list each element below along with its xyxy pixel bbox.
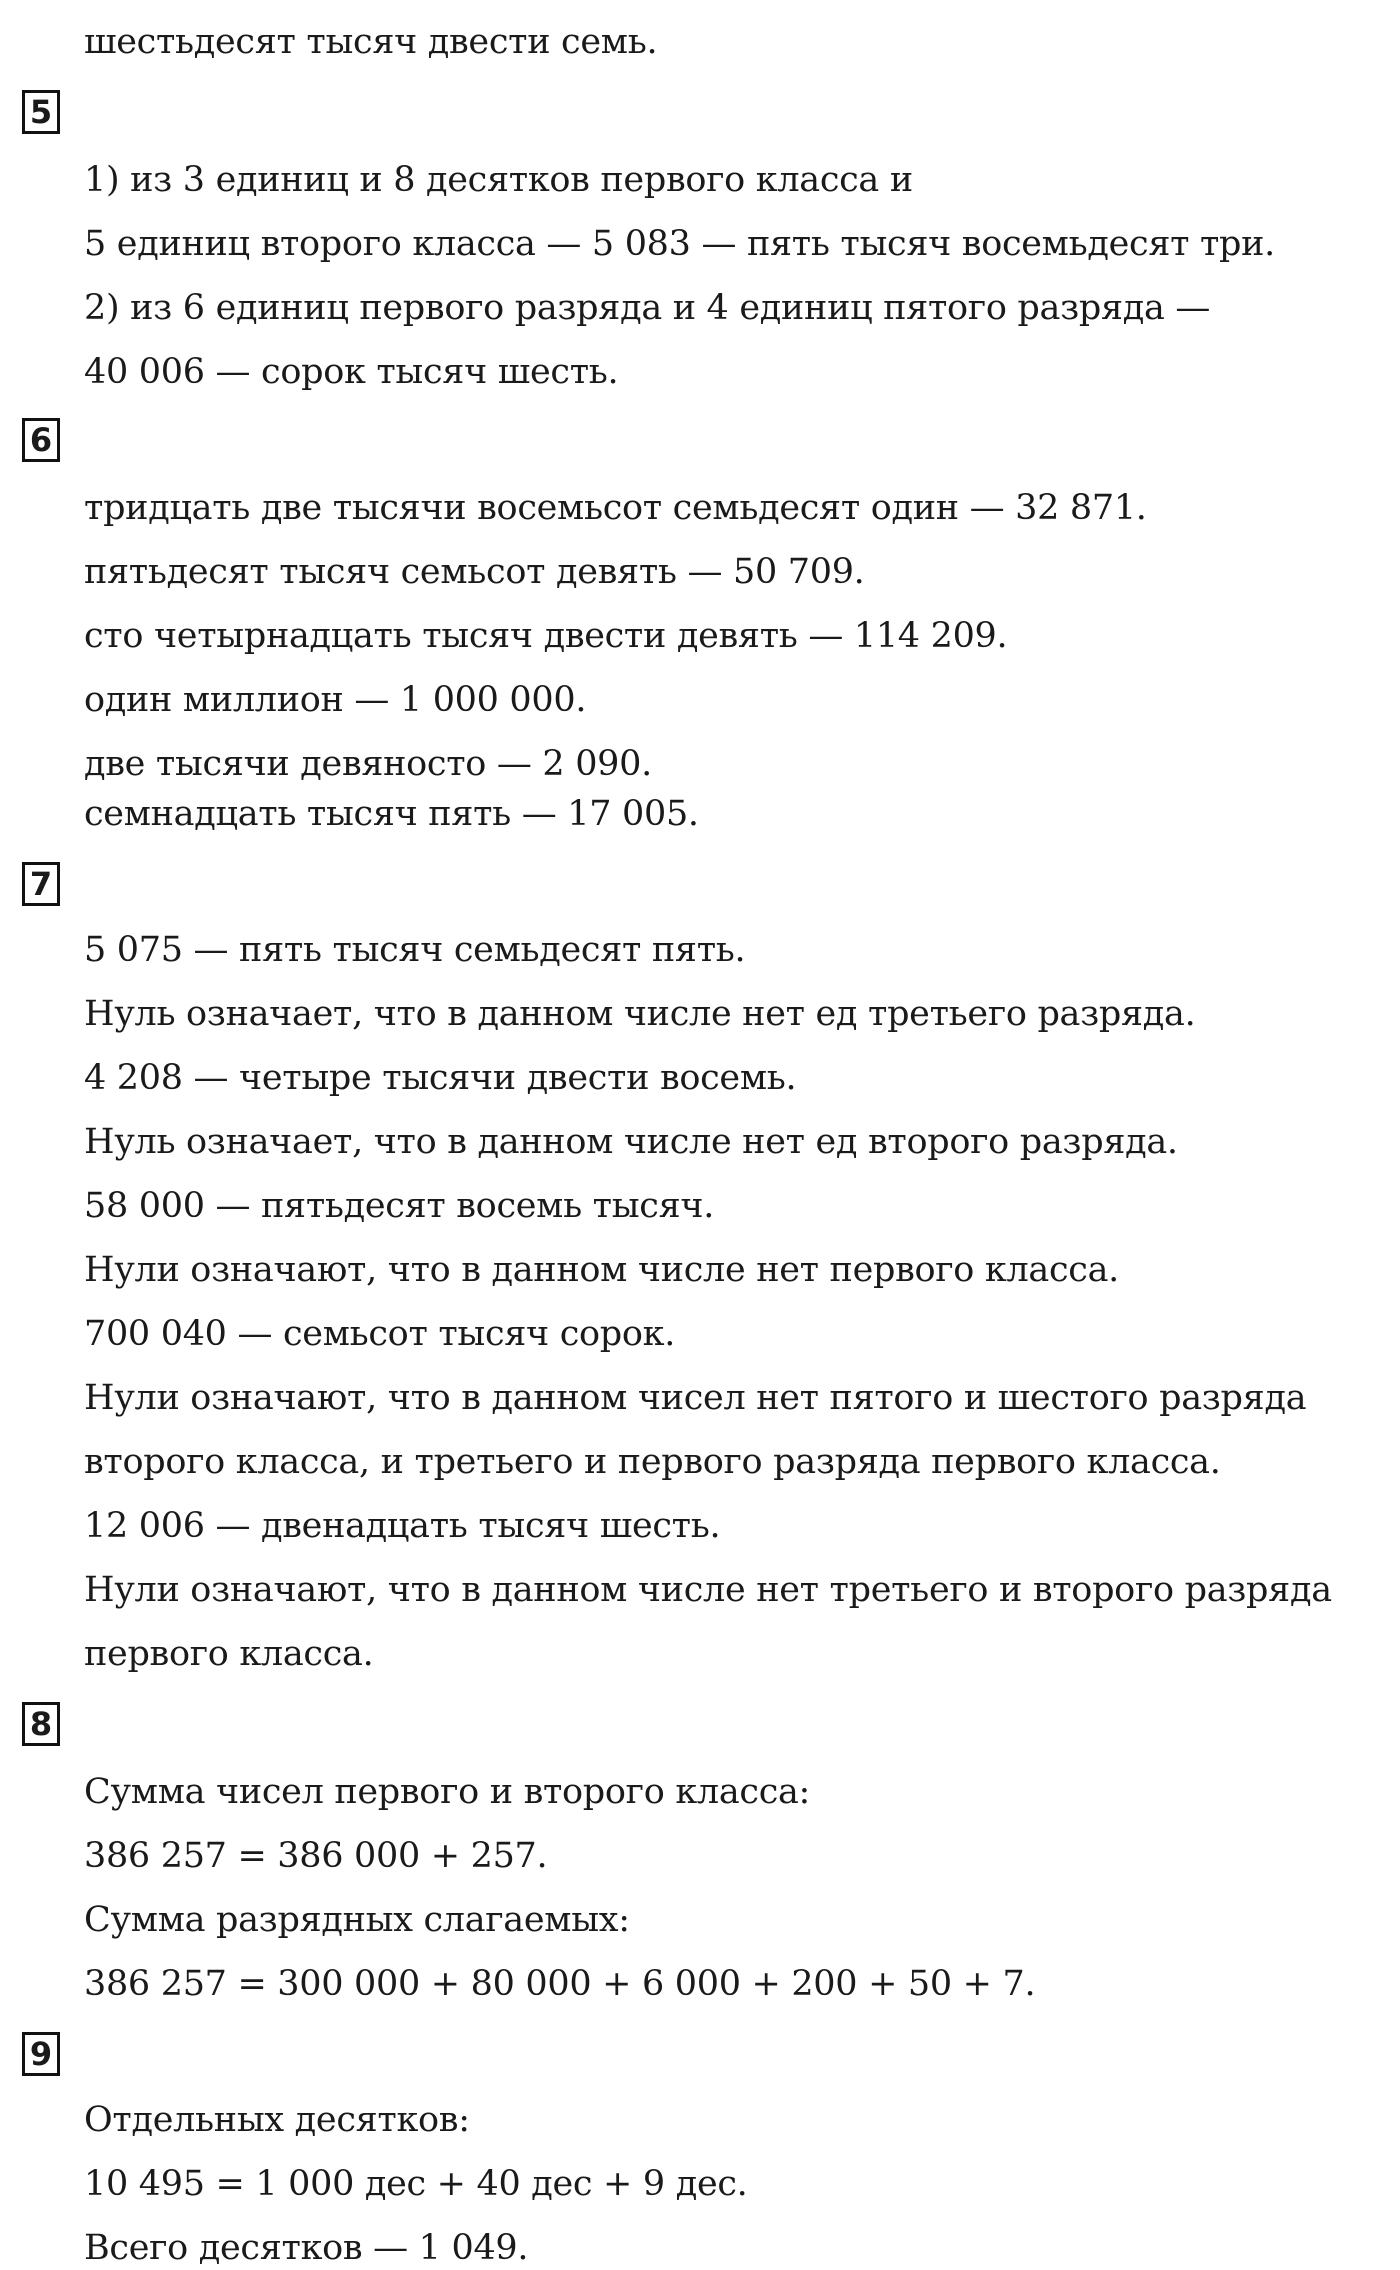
line: Нули означают, что в данном числе нет первого класса.: [84, 1250, 1119, 1290]
line: 5 075 — пять тысяч семьдесят пять.: [84, 930, 746, 970]
task-number-box: 8: [22, 1702, 60, 1746]
line: один миллион — 1 000 000.: [84, 680, 587, 720]
line: Нули означают, что в данном чисел нет пятого и шестого разряда: [84, 1378, 1307, 1418]
task-number-box: 5: [22, 90, 60, 134]
line: 386 257 = 386 000 + 257.: [84, 1836, 548, 1876]
line: 4 208 — четыре тысячи двести восемь.: [84, 1058, 797, 1098]
line: Сумма разрядных слагаемых:: [84, 1900, 630, 1940]
line: Нуль означает, что в данном числе нет ед третьего разряда.: [84, 994, 1196, 1034]
line: Нуль означает, что в данном числе нет ед второго разряда.: [84, 1122, 1178, 1162]
line: 12 006 — двенадцать тысяч шесть.: [84, 1506, 721, 1546]
line: 386 257 = 300 000 + 80 000 + 6 000 + 200 + 50 + 7.: [84, 1964, 1036, 2004]
line: 58 000 — пятьдесят восемь тысяч.: [84, 1186, 715, 1226]
line: семнадцать тысяч пять — 17 005.: [84, 794, 699, 834]
line: Нули означают, что в данном числе нет третьего и второго разряда: [84, 1570, 1332, 1610]
task-number-box: 7: [22, 862, 60, 906]
line: тридцать две тысячи восемьсот семьдесят один — 32 871.: [84, 488, 1147, 528]
line: Сумма чисел первого и второго класса:: [84, 1772, 811, 1812]
line: Отдельных десятков:: [84, 2100, 470, 2140]
line: шестьдесят тысяч двести семь.: [84, 22, 658, 62]
line: Всего десятков — 1 049.: [84, 2228, 529, 2268]
line: 700 040 — семьсот тысяч сорок.: [84, 1314, 676, 1354]
line: 2) из 6 единиц первого разряда и 4 единиц пятого разряда —: [84, 288, 1211, 328]
line: первого класса.: [84, 1634, 374, 1674]
task-number-box: 6: [22, 418, 60, 462]
line: 40 006 — сорок тысяч шесть.: [84, 352, 619, 392]
line: 1) из 3 единиц и 8 десятков первого класса и: [84, 160, 913, 200]
line: 5 единиц второго класса — 5 083 — пять тысяч восемьдесят три.: [84, 224, 1276, 264]
line: сто четырнадцать тысяч двести девять — 114 209.: [84, 616, 1008, 656]
line: две тысячи девяносто — 2 090.: [84, 744, 652, 784]
line: пятьдесят тысяч семьсот девять — 50 709.: [84, 552, 865, 592]
task-number-box: 9: [22, 2032, 60, 2076]
line: второго класса, и третьего и первого разряда первого класса.: [84, 1442, 1221, 1482]
line: 10 495 = 1 000 дес + 40 дес + 9 дес.: [84, 2164, 748, 2204]
